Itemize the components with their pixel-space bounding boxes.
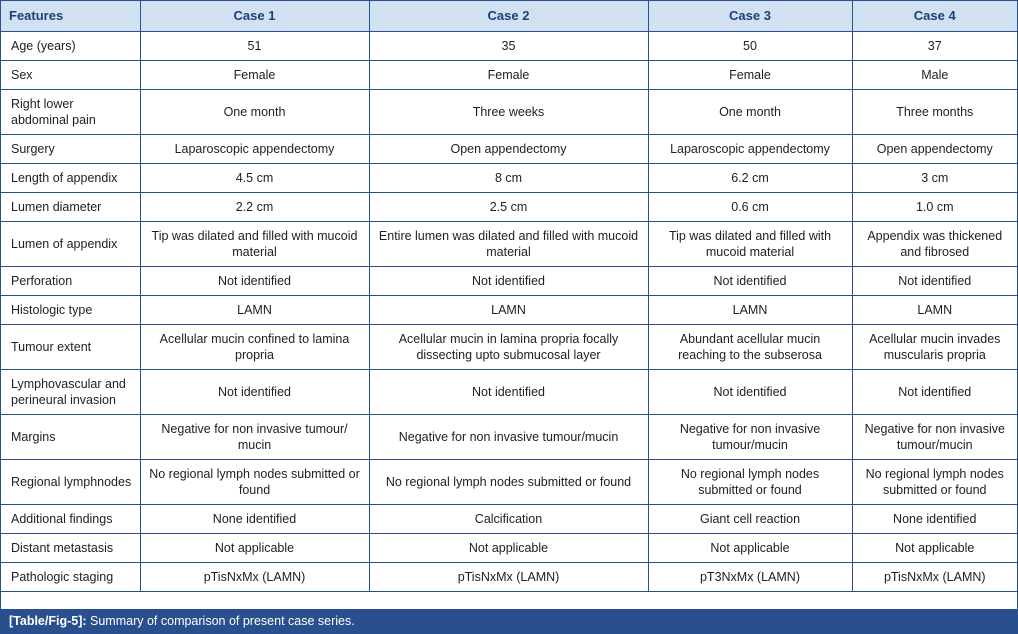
table-cell: 37 [852,32,1017,61]
row-feature-label: Pathologic staging [1,563,140,592]
table-cell: LAMN [140,296,369,325]
table-cell: 2.5 cm [369,193,648,222]
table-cell: LAMN [369,296,648,325]
row-feature-label: Lumen diameter [1,193,140,222]
table-cell: No regional lymph nodes submitted or found [648,460,852,505]
table-row [1,296,1017,325]
table-row [1,193,1017,222]
table-cell: 8 cm [369,164,648,193]
caption-text: Summary of comparison of present case series. [86,614,355,628]
comparison-table [1,1,1017,592]
table-cell: Female [369,61,648,90]
table-cell: pTisNxMx (LAMN) [852,563,1017,592]
table-cell: pT3NxMx (LAMN) [648,563,852,592]
table-cell: No regional lymph nodes submitted or found [369,460,648,505]
row-feature-label: Right lower abdominal pain [1,90,140,135]
table-row [1,135,1017,164]
table-row [1,534,1017,563]
table-cell: Not identified [140,267,369,296]
table-cell: Not identified [852,370,1017,415]
row-feature-label: Additional findings [1,505,140,534]
table-cell: Negative for non invasive tumour/mucin [648,415,852,460]
table-cell: None identified [852,505,1017,534]
header-features: Features [1,1,140,32]
caption-label: [Table/Fig-5]: [9,614,87,628]
table-cell: 35 [369,32,648,61]
table-cell: Not applicable [648,534,852,563]
table-cell: Tip was dilated and filled with mucoid material [140,222,369,267]
table-row [1,563,1017,592]
table-cell: Abundant acellular mucin reaching to the subserosa [648,325,852,370]
table-cell: 1.0 cm [852,193,1017,222]
header-case-2: Case 2 [369,1,648,32]
table-cell: Three weeks [369,90,648,135]
table-cell: Calcification [369,505,648,534]
table-cell: Acellular mucin confined to lamina propria [140,325,369,370]
table-cell: LAMN [648,296,852,325]
row-feature-label: Regional lymphnodes [1,460,140,505]
table-cell: Not applicable [369,534,648,563]
row-feature-label: Distant metastasis [1,534,140,563]
table-cell: Laparoscopic appendectomy [140,135,369,164]
table-cell: Appendix was thickened and fibrosed [852,222,1017,267]
table-cell: One month [140,90,369,135]
table-cell: Not identified [852,267,1017,296]
table-cell: Not identified [369,267,648,296]
table-cell: LAMN [852,296,1017,325]
table-cell: 50 [648,32,852,61]
table-cell: Negative for non invasive tumour/mucin [852,415,1017,460]
header-case-1: Case 1 [140,1,369,32]
table-cell: Three months [852,90,1017,135]
header-case-4: Case 4 [852,1,1017,32]
table-row [1,460,1017,505]
table-cell: 2.2 cm [140,193,369,222]
row-feature-label: Perforation [1,267,140,296]
table-row [1,32,1017,61]
table-cell: Tip was dilated and filled with mucoid material [648,222,852,267]
header-row [1,1,1017,32]
table-row [1,164,1017,193]
table-cell: Giant cell reaction [648,505,852,534]
table-cell: Male [852,61,1017,90]
figure-caption [1,609,1017,633]
table-row [1,505,1017,534]
table-cell: Laparoscopic appendectomy [648,135,852,164]
table-cell: 6.2 cm [648,164,852,193]
table-cell: Female [648,61,852,90]
table-cell: Not applicable [140,534,369,563]
table-cell: Acellular mucin invades muscularis propria [852,325,1017,370]
table-cell: 3 cm [852,164,1017,193]
table-cell: Open appendectomy [369,135,648,164]
table-cell: One month [648,90,852,135]
row-feature-label: Tumour extent [1,325,140,370]
row-feature-label: Surgery [1,135,140,164]
table-cell: Female [140,61,369,90]
table-row [1,325,1017,370]
table-cell: 4.5 cm [140,164,369,193]
row-feature-label: Age (years) [1,32,140,61]
table-cell: Entire lumen was dilated and filled with mucoid material [369,222,648,267]
table-cell: None identified [140,505,369,534]
row-feature-label: Margins [1,415,140,460]
table-cell: Not identified [140,370,369,415]
table-cell: Negative for non invasive tumour/ mucin [140,415,369,460]
table-row [1,61,1017,90]
table-cell: 51 [140,32,369,61]
table-row [1,90,1017,135]
table-cell: Not applicable [852,534,1017,563]
table-row [1,415,1017,460]
table-cell: pTisNxMx (LAMN) [140,563,369,592]
table-cell: No regional lymph nodes submitted or found [140,460,369,505]
row-feature-label: Lumen of appendix [1,222,140,267]
table-cell: 0.6 cm [648,193,852,222]
table-cell: Not identified [648,267,852,296]
table-cell: Acellular mucin in lamina propria focally dissecting upto submucosal layer [369,325,648,370]
table-cell: Negative for non invasive tumour/mucin [369,415,648,460]
table-cell: Not identified [648,370,852,415]
table-row [1,222,1017,267]
row-feature-label: Length of appendix [1,164,140,193]
table-cell: Open appendectomy [852,135,1017,164]
table-row [1,267,1017,296]
header-case-3: Case 3 [648,1,852,32]
table-cell: Not identified [369,370,648,415]
table-cell: No regional lymph nodes submitted or found [852,460,1017,505]
row-feature-label: Sex [1,61,140,90]
table-cell: pTisNxMx (LAMN) [369,563,648,592]
table-row [1,370,1017,415]
row-feature-label: Lymphovascular and perineural invasion [1,370,140,415]
row-feature-label: Histologic type [1,296,140,325]
